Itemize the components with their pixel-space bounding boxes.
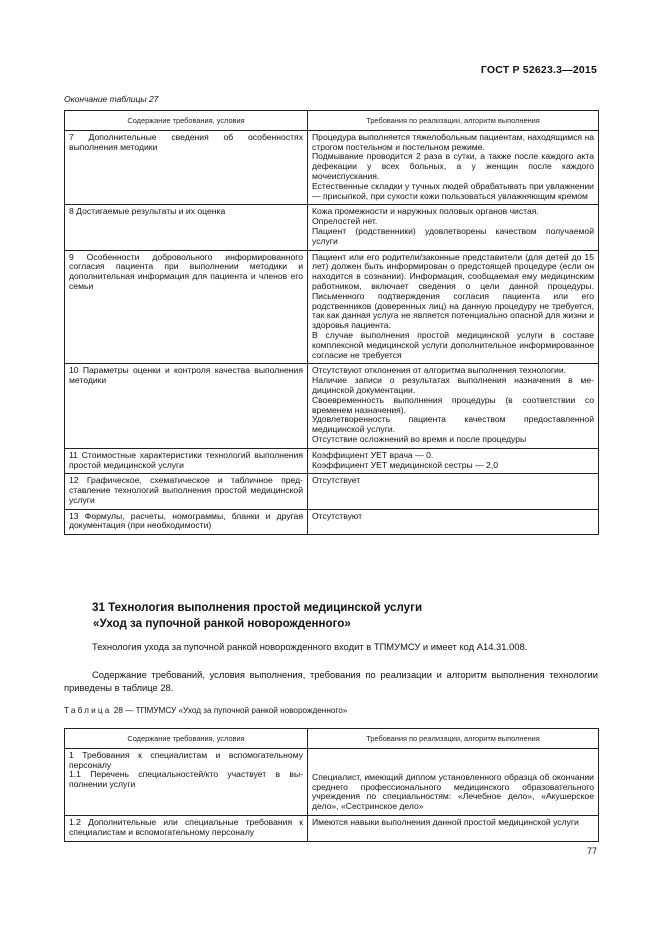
- page-number: 77: [586, 846, 597, 856]
- section-31-title-line-2: «Уход за пупочной ранкой новорожденного»: [93, 616, 351, 630]
- table-row: [65, 448, 599, 474]
- row-12-requirement: 12 Графическое, схематическое и табличное представление технологий выполнения простой медицинской услуги: [65, 474, 308, 509]
- row-7-implementation: [308, 130, 599, 205]
- row-1-2-implementation: Имеются навыки выполнения данной простой медицинской услуги: [308, 815, 599, 841]
- row-10-implementation: [308, 364, 599, 448]
- cell-line: Наличие записи о результатах выполнения назначения в медицинской документации.: [312, 375, 594, 395]
- column-header-requirements: Содержание требования, условия: [65, 729, 308, 749]
- row-13-implementation: Отсутствуют: [308, 509, 599, 535]
- row-8-implementation: [308, 205, 599, 250]
- table-28-caption: [64, 706, 347, 715]
- row-1-title: 1 Требования к специалистам и вспомогательному персоналу: [69, 749, 303, 770]
- row-1-spacer: [69, 790, 303, 808]
- cell-line: Коэффициент УЕТ врача — 0.: [312, 449, 434, 460]
- cell-line: Пациент или его родители/законные представители (для детей до 15 лет) должен быть информирован о предстоящей процедуре (если он находится в сознании). Информация, сообщаемая ему медицинским работником, включает сведения о цели данной процедуры. Письменного подтверждения согласия пациента или его родственников (доверенных лиц) на данную процедуру не требуется, так как данная услуга не является потенциально опасной для жизни и здоровья пациента.: [312, 251, 594, 331]
- table-header-row: [65, 111, 599, 131]
- row-9-implementation: [308, 250, 599, 364]
- standard-code-header: ГОСТ Р 52623.3—2015: [480, 64, 597, 76]
- cell-line: Естественные складки у тучных людей обрабатывать при увлажнении — присыпкой, при сухости кожи пользоваться увлажняющим кремом: [312, 180, 594, 201]
- table-row: [65, 205, 599, 250]
- row-1-requirement: [65, 748, 308, 815]
- cell-line: Отсутствуют отклонения от алгоритма выполнения технологии.: [312, 365, 567, 376]
- table-28-caption-word: Таблица: [64, 706, 112, 715]
- section-31-title-line-1: 31 Технология выполнения простой медицинской услуги: [92, 601, 423, 614]
- table-28: [64, 728, 599, 842]
- row-13-requirement: 13 Формулы, расчеты, номограммы, бланки и другая документация (при необходимости): [65, 509, 308, 535]
- cell-line: Удовлетворенность пациента качеством предоставленной медицинской услуги.: [312, 414, 594, 435]
- section-31-heading: [92, 600, 422, 631]
- table-header-row: [65, 729, 599, 749]
- cell-line: Процедура выполняется тяжелобольным пациентам, находящимся на строгом постельном и постельном режиме.: [312, 131, 594, 152]
- cell-line: Коэффициент УЕТ медицинской сестры — 2,0: [312, 459, 498, 470]
- row-10-requirement: 10 Параметры оценки и контроля качества выполнения методики: [65, 364, 308, 448]
- table-row: [65, 474, 599, 509]
- row-7-requirement: 7 Дополнительные сведения об особенностях выполнения методики: [65, 130, 308, 205]
- cell-line: Кожа промежности и наружных половых органов чистая.: [312, 206, 539, 217]
- table-row: [65, 748, 599, 815]
- cell-line: В случае выполнения простой медицинской услуги в составе комплексной медицинской услуги дополнительное информированное согласие не требуется: [312, 329, 594, 360]
- cell-line: Своевременность выполнения процедуры (в соответствии со временем назначения).: [312, 394, 594, 415]
- table-28-caption-text: 28 — ТПМУМСУ «Уход за пупочной ранкой новорожденного»: [111, 706, 348, 715]
- row-8-requirement: 8 Достигаемые результаты и их оценка: [65, 205, 308, 250]
- cell-line: Опрелостей нет.: [312, 216, 378, 227]
- row-1-1-title: 1.1 Перечень специальностей/кто участвует в выполнении услуги: [69, 769, 303, 790]
- row-11-requirement: 11 Стоимостные характеристики технологий выполнения простой медицинской услуги: [65, 448, 308, 474]
- column-header-implementation: Требования по реализации, алгоритм выполнения: [308, 111, 599, 131]
- row-1-implementation: Специалист, имеющий диплом установленного образца об окончании среднего профессионального медицинского образовательного учреждения по специальностям: «Лечебное дело», «Акушерское дело», «Сестринское дело»: [308, 748, 599, 815]
- table-row: [65, 815, 599, 841]
- table-27-continuation-caption: Окончание таблицы 27: [64, 94, 159, 104]
- row-12-implementation: Отсутствует: [308, 474, 599, 509]
- column-header-implementation: Требования по реализации, алгоритм выполнения: [308, 729, 599, 749]
- table-row: [65, 364, 599, 448]
- row-1-2-requirement: 1.2 Дополнительные или специальные требования к специалистам и вспомогательному персоналу: [65, 815, 308, 841]
- table-row: [65, 250, 599, 364]
- section-31-paragraph-2: Содержание требований, условия выполнения, требования по реализации и алгоритм выполнения технологии приведены в таблице 28.: [64, 669, 598, 693]
- section-31-paragraph-1: Технология ухода за пупочной ранкой новорожденного входит в ТПМУМСУ и имеет код А14.31.008.: [92, 641, 528, 652]
- cell-line: Пациент (родственники) удовлетворены качеством получаемой услуги: [312, 225, 594, 246]
- column-header-requirements: Содержание требования, условия: [65, 111, 308, 131]
- table-row: [65, 509, 599, 535]
- table-row: [65, 130, 599, 205]
- table-27: [64, 110, 599, 535]
- row-9-requirement: 9 Особенности добровольного информированного согласия пациента при выполнении методики и дополнительная информация для пациента и членов его семьи: [65, 250, 308, 364]
- cell-line: Отсутствие осложнений во время и после процедуры: [312, 433, 527, 444]
- cell-line: Подмывание проводится 2 раза в сутки, а также после каждого акта дефекации у всех больных, а у женщин после каждого мочеиспускания.: [312, 151, 594, 181]
- row-11-implementation: [308, 448, 599, 474]
